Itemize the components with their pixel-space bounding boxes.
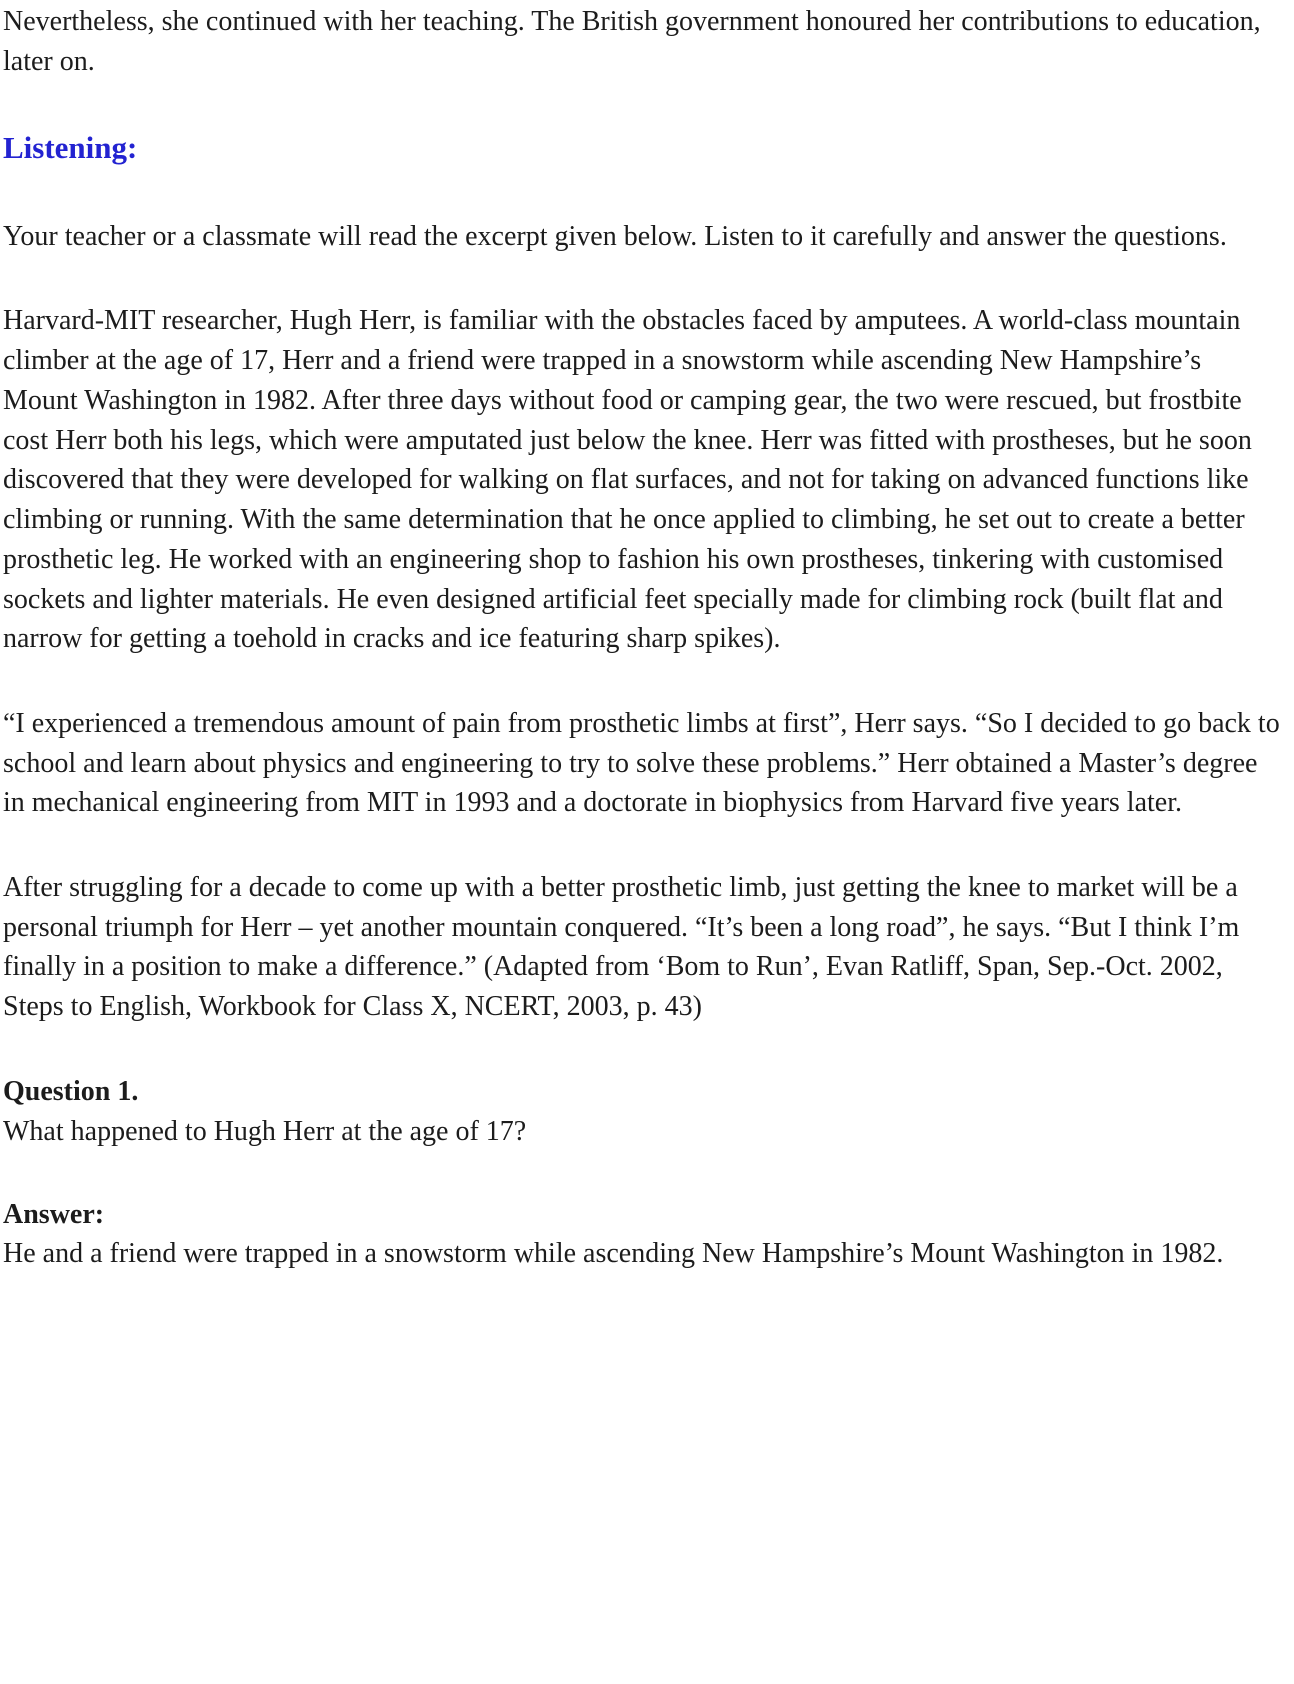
excerpt-paragraph-3: After struggling for a decade to come up with a better prosthetic limb, just getting the knee to market will be a personal triumph for Herr – yet another mountain conquered. “It’s been a long road”, he says. “But I think I’m finally in a position to make a difference.” (Adapted from ‘Bom to Run’, Evan Ratliff, Span, Sep.-Oct. 2002, Steps to English, Workbook for Class X, NCERT, 2003, p. 43): [3, 871, 1240, 1023]
answer-text: He and a friend were trapped in a snowstorm while ascending New Hampshire’s Mount Washington in 1982.: [3, 1238, 1224, 1270]
answer-label: Answer:: [3, 1198, 105, 1230]
excerpt-paragraph-2: “I experienced a tremendous amount of pain from prosthetic limbs at first”, Herr says. “So I decided to go back to school and learn about physics and engineering to try to solve these problems.” Herr obtained a Master’s degree in mechanical engineering from MIT in 1993 and a doctorate in biophysics from Harvard five years later.: [3, 707, 1280, 819]
question-1-text: What happened to Hugh Herr at the age of 17?: [3, 1115, 527, 1147]
section-heading-listening: Listening:: [3, 130, 138, 166]
question-1-label: Question 1.: [3, 1075, 139, 1107]
instruction-paragraph: Your teacher or a classmate will read the excerpt given below. Listen to it carefully and answer the questions.: [3, 220, 1227, 252]
excerpt-paragraph-1: Harvard-MIT researcher, Hugh Herr, is familiar with the obstacles faced by amputees. A world-class mountain climber at the age of 17, Herr and a friend were trapped in a snowstorm while ascending New Hampshire’s Mount Washington in 1982. After three days without food or camping gear, the two were rescued, but frostbite cost Herr both his legs, which were amputated just below the knee. Herr was fitted with prostheses, but he soon discovered that they were developed for walking on flat surfaces, and not for taking on advanced functions like climbing or running. With the same determination that he once applied to climbing, he set out to create a better prosthetic leg. He worked with an engineering shop to fashion his own prostheses, tinkering with customised sockets and lighter materials. He even designed artificial feet specially made for climbing rock (built flat and narrow for getting a toehold in cracks and ice featuring sharp spikes).: [3, 305, 1252, 655]
intro-paragraph: Nevertheless, she continued with her teaching. The British government honoured her contributions to education, later on.: [3, 6, 1261, 77]
